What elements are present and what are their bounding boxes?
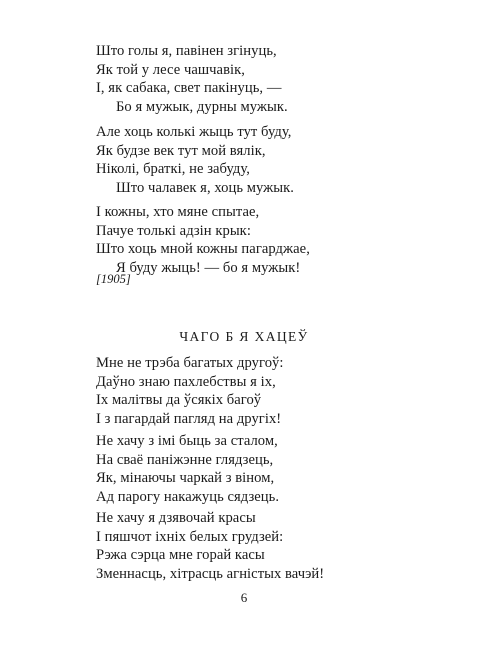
poem-title: ЧАГО Б Я ХАЦЕЎ — [179, 329, 309, 344]
verse-line: І, як сабака, свет пакінуць, — — [96, 80, 282, 97]
verse-line: Як будзе век тут мой вялік, — [96, 142, 266, 159]
stanza — [96, 42, 288, 116]
verse-line: І кожны, хто мяне спытае, — [96, 204, 260, 220]
verse-line: Што голы я, павінен згінуць, — [96, 43, 277, 59]
verse-line: Бо я мужык, дурны мужык. — [116, 98, 288, 115]
verse-line: Я буду жыць! — бо я мужык! — [116, 259, 301, 276]
verse-line: Што хоць мной кожны пагарджае, — [96, 241, 310, 258]
verse-line: І пяшчот іхніх белых грудзей: — [96, 528, 284, 545]
stanza — [96, 203, 310, 277]
verse-line: Але хоць колькі жыць тут буду, — [96, 124, 292, 140]
verse-line: Рэжа сэрца мне горай касы — [96, 547, 265, 564]
verse-line: Зменнасць, хітрасць агністых вачэй! — [96, 565, 325, 582]
verse-line: Ад парогу накажуць сядзець. — [96, 488, 280, 505]
verse-line: Як, мінаючы чаркай з віном, — [96, 470, 275, 487]
stanza — [96, 432, 279, 506]
stanza — [96, 509, 324, 583]
verse-line: Пачуе толькі адзін крык: — [96, 222, 251, 239]
verse-line: На сваё паніжэнне глядзець, — [96, 451, 274, 468]
stanza — [96, 354, 284, 428]
verse-line: Не хачу з імі быць за сталом, — [96, 433, 278, 449]
verse-line: Ніколі, браткі, не забуду, — [96, 161, 250, 178]
verse-line: Як той у лесе чашчавік, — [96, 61, 245, 78]
verse-line: Не хачу я дзявочай красы — [96, 510, 256, 526]
page-number: 6 — [240, 590, 248, 605]
verse-line: І з пагардай пагляд на другіх! — [96, 410, 282, 427]
verse-line: Што чалавек я, хоць мужык. — [116, 179, 295, 196]
poem-date: [1905] — [96, 272, 131, 286]
verse-line: Мне не трэба багатых другоў: — [96, 355, 284, 371]
verse-line: Даўно знаю пахлебствы я іх, — [96, 373, 276, 390]
stanza — [96, 123, 294, 197]
verse-line: Іх малітвы да ўсякіх багоў — [96, 392, 262, 409]
